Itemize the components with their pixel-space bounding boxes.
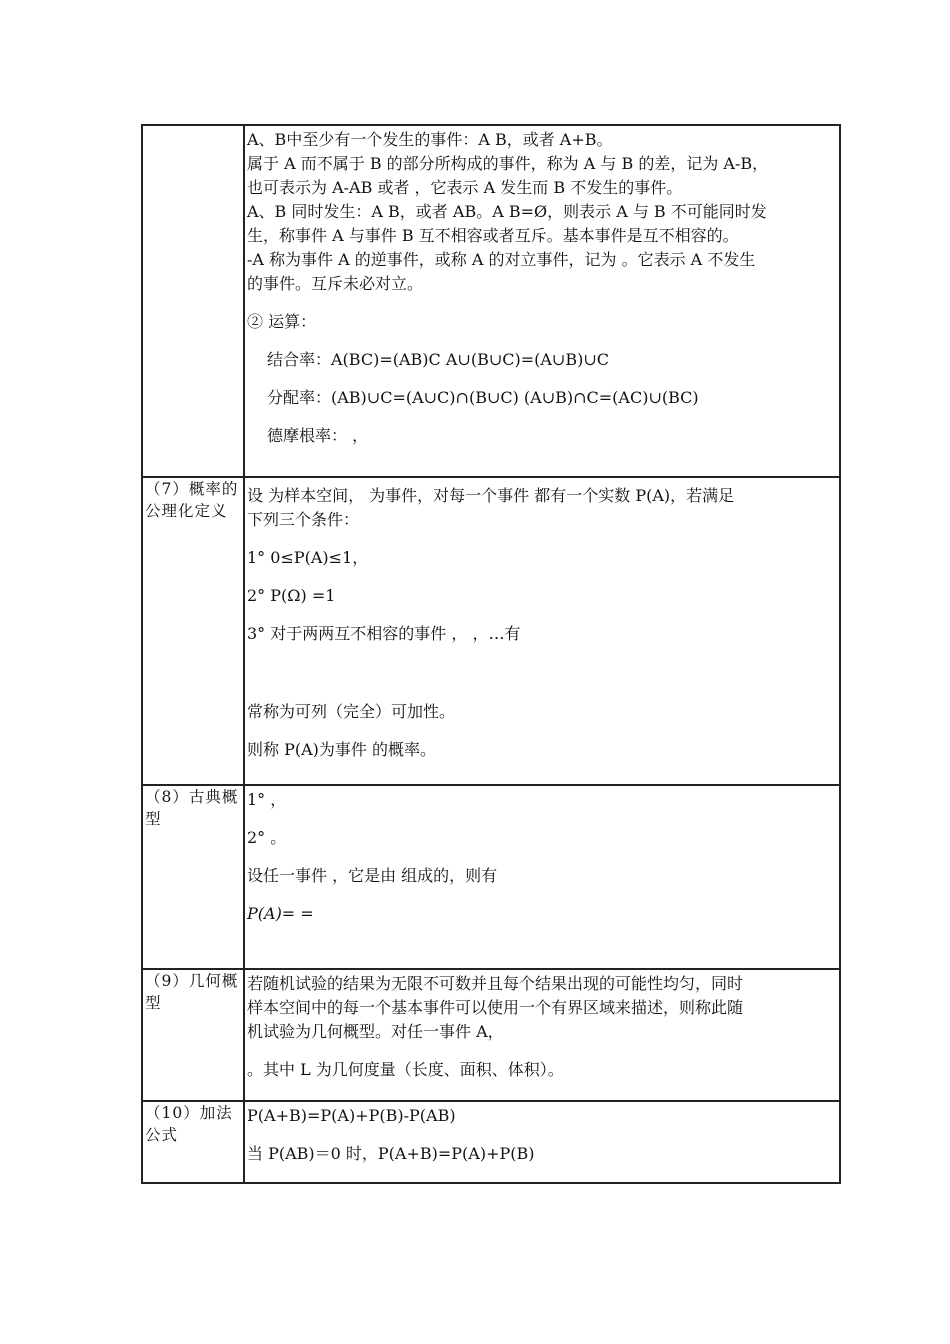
row-content bbox=[244, 785, 840, 969]
row-content bbox=[244, 969, 840, 1101]
row-content bbox=[244, 477, 840, 785]
text-line: 。其中 L 为几何度量（长度、面积、体积）。 bbox=[247, 1060, 564, 1079]
text-line: 德摩根率： ， bbox=[267, 426, 369, 445]
text-line: 则称 P(A)为事件 的概率。 bbox=[247, 740, 436, 759]
text-line: 结合率：A(BC)=(AB)C A∪(B∪C)=(A∪B)∪C bbox=[267, 350, 609, 369]
text-line: 2° 。 bbox=[247, 828, 287, 847]
text-line: 常称为可列（完全）可加性。 bbox=[247, 702, 456, 721]
text-line: -A 称为事件 A 的逆事件，或称 A 的对立事件，记为 。它表示 A 不发生 bbox=[247, 250, 756, 269]
table-row bbox=[142, 969, 840, 1101]
text-line: 分配率：(AB)∪C=(A∪C)∩(B∪C) (A∪B)∩C=(AC)∪(BC) bbox=[267, 388, 699, 407]
text-line: A、B 同时发生：A B，或者 AB。A B=Ø，则表示 A 与 B 不可能同时发 bbox=[247, 202, 767, 221]
text-line: 的事件。互斥未必对立。 bbox=[247, 274, 424, 293]
row-label: （10）加法公式 bbox=[142, 1101, 244, 1183]
text-line: 3° 对于两两互不相容的事件 ， ，…有 bbox=[247, 624, 521, 643]
table-row bbox=[142, 785, 840, 969]
text-line: 属于 A 而不属于 B 的部分所构成的事件，称为 A 与 B 的差，记为 A-B， bbox=[247, 154, 769, 173]
row-content bbox=[244, 125, 840, 477]
row-label bbox=[142, 125, 244, 477]
table-row bbox=[142, 1101, 840, 1183]
table-row bbox=[142, 125, 840, 477]
text-line: ② 运算： bbox=[247, 312, 317, 331]
text-line: 设 为样本空间， 为事件，对每一个事件 都有一个实数 P(A)，若满足 bbox=[247, 486, 735, 505]
row-content bbox=[244, 1101, 840, 1183]
probability-table bbox=[141, 124, 841, 1184]
table-row bbox=[142, 477, 840, 785]
text-line: 2° P(Ω) =1 bbox=[247, 586, 336, 605]
text-line: 1° ， bbox=[247, 790, 287, 809]
text-line: 若随机试验的结果为无限不可数并且每个结果出现的可能性均匀，同时 bbox=[247, 974, 744, 993]
text-line: 机试验为几何概型。对任一事件 A， bbox=[247, 1022, 504, 1041]
text-line: 样本空间中的每一个基本事件可以使用一个有界区域来描述，则称此随 bbox=[247, 998, 744, 1017]
text-line: 也可表示为 A-AB 或者 ，它表示 A 发生而 B 不发生的事件。 bbox=[247, 178, 683, 197]
text-line: P(A+B)=P(A)+P(B)-P(AB) bbox=[247, 1106, 456, 1125]
text-line: 设任一事件 ，它是由 组成的，则有 bbox=[247, 866, 498, 885]
text-line: P(A)= = bbox=[247, 904, 314, 923]
text-line: 下列三个条件： bbox=[247, 510, 360, 529]
text-line: 当 P(AB)＝0 时，P(A+B)=P(A)+P(B) bbox=[247, 1144, 535, 1163]
row-label: （8）古典概型 bbox=[142, 785, 244, 969]
text-line: 1° 0≤P(A)≤1， bbox=[247, 548, 369, 567]
text-line: A、B中至少有一个发生的事件：A B，或者 A+B。 bbox=[247, 130, 613, 149]
row-label: （9）几何概型 bbox=[142, 969, 244, 1101]
text-line: 生，称事件 A 与事件 B 互不相容或者互斥。基本事件是互不相容的。 bbox=[247, 226, 739, 245]
row-label: （7）概率的公理化定义 bbox=[142, 477, 244, 785]
